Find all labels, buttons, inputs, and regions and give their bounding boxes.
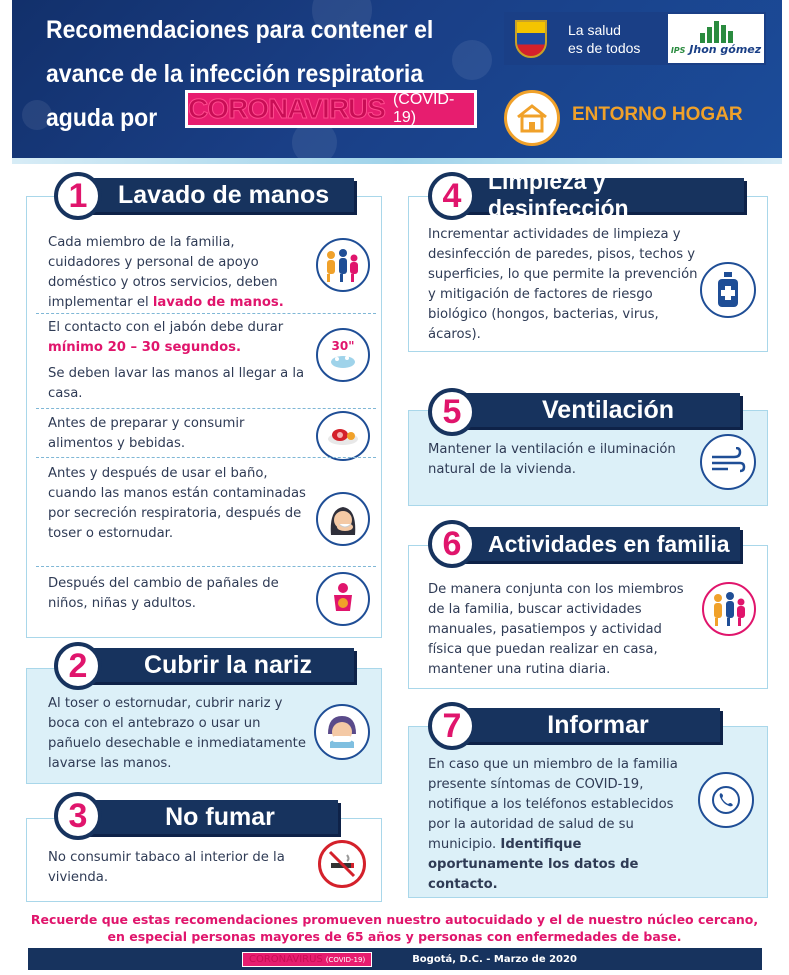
section-3-number: 3 <box>54 792 102 840</box>
footer-date: Bogotá, D.C. - Marzo de 2020 <box>412 953 577 965</box>
section-5-number: 5 <box>428 388 476 436</box>
sneeze-icon <box>316 492 370 546</box>
divider <box>36 457 376 458</box>
ips-logo: IPS Jhon gómez <box>668 12 766 65</box>
section-3-text: No consumir tabaco al interior de la vivienda. <box>48 850 285 885</box>
section-6-number: 6 <box>428 520 476 568</box>
section-1-title: Lavado de manos <box>82 178 354 212</box>
footer-note: Recuerde que estas recomendaciones promueven nuestro autocuidado y el de nuestro núcleo cercano, en especial personas mayores de 65 años y personas con enfermedades de base. <box>30 912 759 944</box>
section-2-text: Al toser o estornudar, cubrir nariz y boca con el antebrazo o usar un pañuelo desechable e inmediatamente lavarse las manos. <box>48 696 306 771</box>
page-title: Recomendaciones para contener el avance de la infección respiratoria aguda por <box>46 16 434 132</box>
entorno-label: ENTORNO HOGAR <box>572 104 743 125</box>
family-activity-icon <box>702 582 756 636</box>
section-6-text: De manera conjunta con los miembros de la familia, buscar actividades manuales, pasatiempos y actividad física que puedan realizar en casa, mantener una rutina diaria. <box>428 582 684 677</box>
section-2-number: 2 <box>54 642 102 690</box>
logos-box <box>504 12 766 65</box>
section-7-text: En caso que un miembro de la familia presente síntomas de COVID-19, notifique a los teléfonos establecidos por la autoridad de salud de su municipio. Identifique oportunamente los datos de contacto. <box>428 757 678 892</box>
section-1-text-1: Cada miembro de la familia, cuidadores y personal de apoyo doméstico y otros servicios, deben implementar el lavado de manos. <box>48 235 284 310</box>
section-5-title: Ventilación <box>456 393 740 427</box>
salud-logo: La salud es de todos <box>558 12 668 65</box>
section-1-text-3: Se deben lavar las manos al llegar a la casa. <box>48 366 305 401</box>
cover-nose-icon <box>314 704 370 760</box>
home-icon <box>504 90 560 146</box>
sanitizer-icon <box>700 262 756 318</box>
header-stripe <box>12 158 782 164</box>
no-smoking-icon <box>318 840 366 888</box>
divider <box>36 313 376 314</box>
footer-bar <box>28 948 762 970</box>
wind-icon <box>700 434 756 490</box>
section-1-text-6: Después del cambio de pañales de niños, niñas y adultos. <box>48 576 279 611</box>
section-4-text: Incrementar actividades de limpieza y desinfección de paredes, pisos, techos y superficies, lo que permite la prevención y mitigación de factores de riesgo biológico (hongos, bacterias, virus, ácaros). <box>428 227 698 342</box>
section-6-title: Actividades en familia <box>456 527 740 561</box>
footer-coronavirus-badge: CORONAVIRUS (COVID-19) <box>242 952 372 967</box>
building-icon <box>700 21 733 43</box>
section-2-title: Cubrir la nariz <box>82 648 354 682</box>
section-7-number: 7 <box>428 702 476 750</box>
handwash-timer-icon: 30" <box>316 328 370 382</box>
section-4-number: 4 <box>428 172 476 220</box>
section-1-text-4: Antes de preparar y consumir alimentos y bebidas. <box>48 416 245 451</box>
diaper-baby-icon <box>316 572 370 626</box>
section-3-title: No fumar <box>82 800 338 834</box>
section-1-text-5: Antes y después de usar el baño, cuando las manos están contaminadas por secreción respiratoria, después de toser o estornudar. <box>48 466 306 541</box>
food-icon <box>316 411 370 461</box>
family-icon <box>316 238 370 292</box>
coat-of-arms-icon <box>504 12 558 65</box>
section-7-title: Informar <box>456 708 720 742</box>
section-4-title: Limpieza y desinfección <box>456 178 744 212</box>
section-5-text: Mantener la ventilación e iluminación natural de la vivienda. <box>428 442 676 477</box>
header-banner <box>12 0 782 160</box>
divider <box>36 566 376 567</box>
phone-icon <box>698 772 754 828</box>
section-1-text-2: El contacto con el jabón debe durar mínimo 20 – 30 segundos. <box>48 320 284 355</box>
coronavirus-badge: CORONAVIRUS (COVID-19) <box>185 90 477 128</box>
section-1-number: 1 <box>54 172 102 220</box>
divider <box>36 408 376 409</box>
virus-decoration <box>452 40 492 80</box>
